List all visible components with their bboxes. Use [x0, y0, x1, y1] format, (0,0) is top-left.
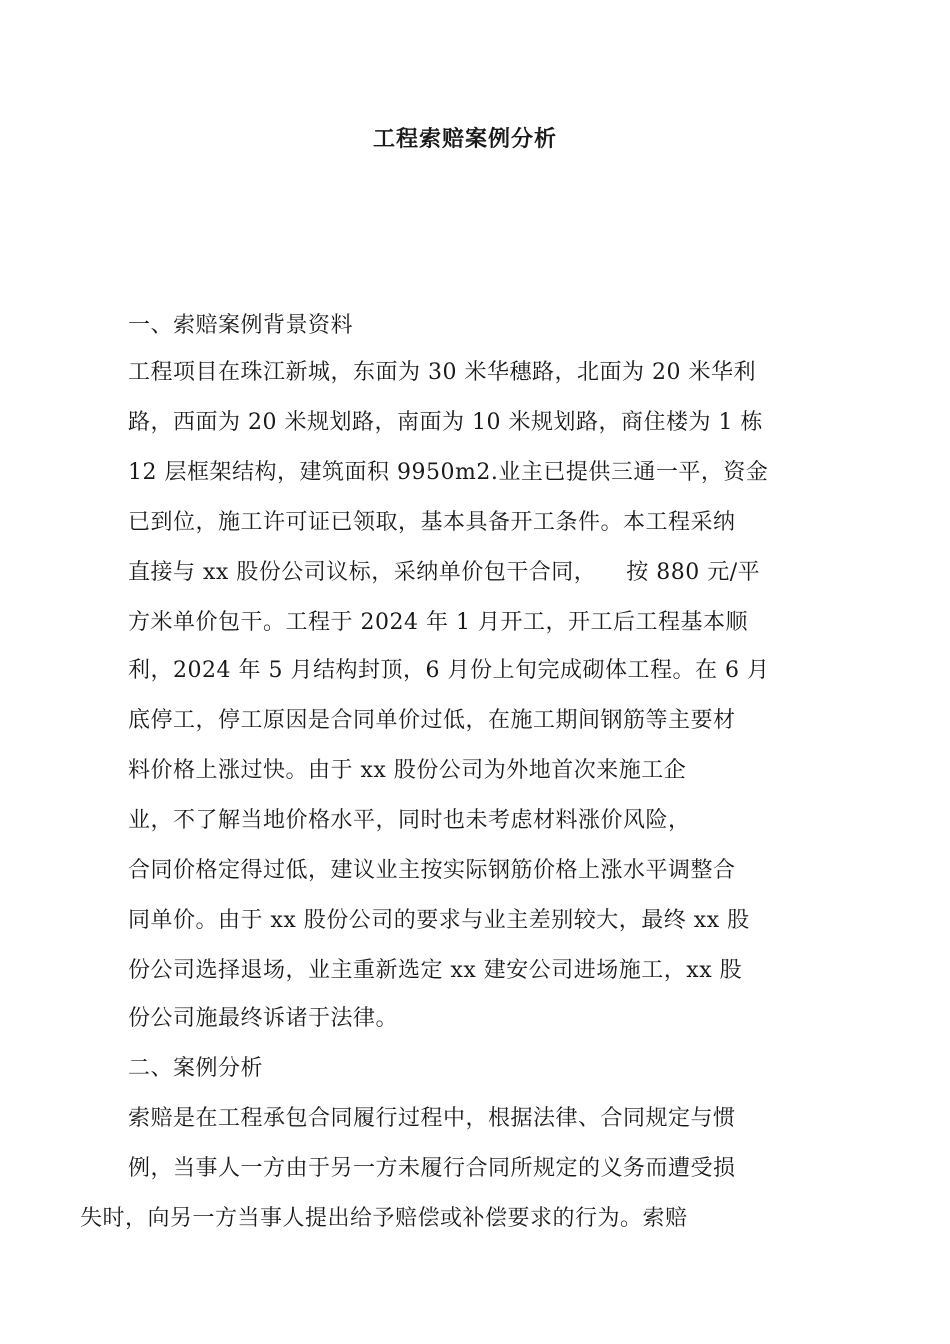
paragraph-line: 料价格上涨过快。由于 xx 股份公司为外地首次来施工企 — [128, 758, 687, 783]
paragraph-line: 失时，向另一方当事人提出给予赔偿或补偿要求的行为。索赔 — [80, 1206, 688, 1231]
paragraph-line: 份公司选择退场，业主重新选定 xx 建安公司进场施工，xx 股 — [128, 958, 743, 983]
paragraph-line: 合同价格定得过低，建议业主按实际钢筋价格上涨水平调整合 — [128, 858, 736, 883]
section-heading-analysis: 二、案例分析 — [128, 1056, 264, 1081]
paragraph-line: 份公司施最终诉诸于法律。 — [128, 1006, 399, 1031]
paragraph-line: 路，西面为 20 米规划路，南面为 10 米规划路，商住楼为 1 栋 — [128, 410, 763, 435]
paragraph-line: 工程项目在珠江新城，东面为 30 米华穗路，北面为 20 米华利 — [128, 360, 756, 385]
paragraph-line: 业，不了解当地价格水平，同时也未考虑材料涨价风险， — [128, 808, 691, 833]
paragraph-line: 12 层框架结构，建筑面积 9950m2.业主已提供三通一平，资金 — [128, 460, 769, 485]
document-title: 工程索赔案例分析 — [372, 126, 557, 152]
paragraph-line: 已到位，施工许可证已领取，基本具备开工条件。本工程采纳 — [128, 510, 736, 535]
paragraph-line: 直接与 xx 股份公司议标，采纳单价包干合同， 按 880 元/平 — [128, 560, 761, 585]
paragraph-line: 例，当事人一方由于另一方未履行合同所规定的义务而遭受损 — [128, 1156, 736, 1181]
section-heading-background: 一、索赔案例背景资料 — [128, 313, 354, 338]
paragraph-line: 方米单价包干。工程于 2024 年 1 月开工，开工后工程基本顺 — [128, 610, 748, 635]
paragraph-line: 同单价。由于 xx 股份公司的要求与业主差别较大，最终 xx 股 — [128, 908, 750, 933]
paragraph-line: 底停工，停工原因是合同单价过低，在施工期间钢筋等主要材 — [128, 708, 736, 733]
paragraph-line: 索赔是在工程承包合同履行过程中，根据法律、合同规定与惯 — [128, 1106, 736, 1131]
paragraph-line: 利，2024 年 5 月结构封顶，6 月份上旬完成砌体工程。在 6 月 — [128, 658, 770, 683]
